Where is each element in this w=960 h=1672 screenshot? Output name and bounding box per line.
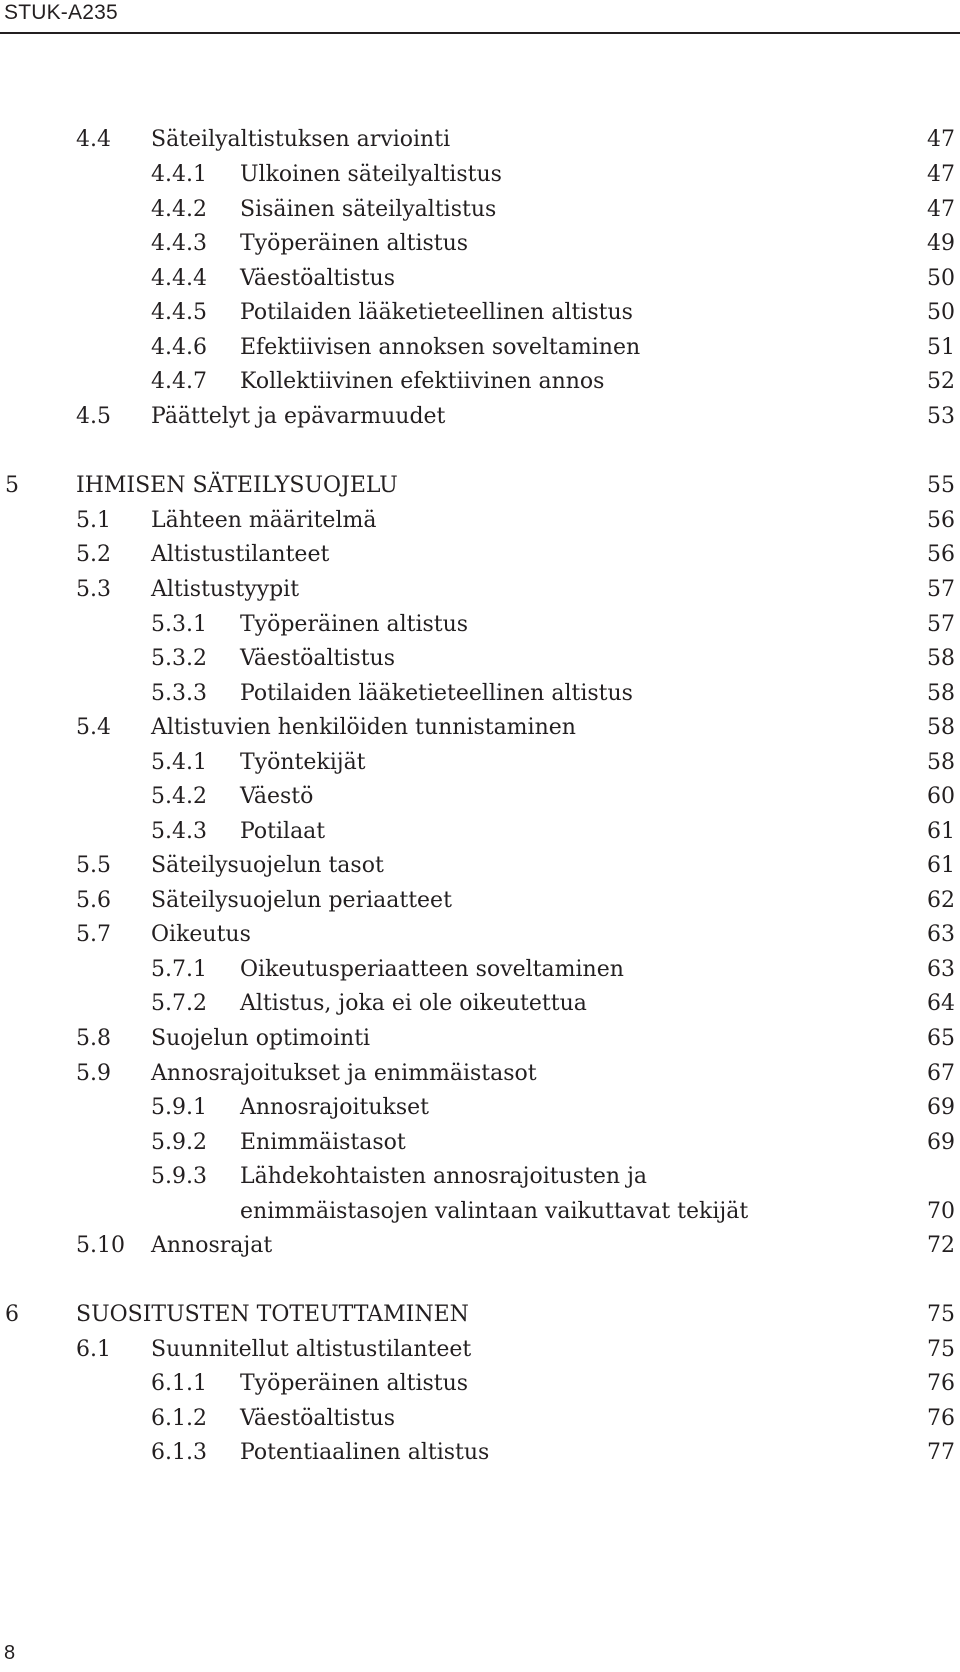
toc-entry[interactable] xyxy=(0,1300,960,1330)
toc-entry-title: Työperäinen altistus xyxy=(240,612,469,637)
report-id: STUK-A235 xyxy=(4,1,118,24)
toc-entry-number: 6.1.1 xyxy=(151,1371,207,1396)
toc-entry[interactable] xyxy=(0,989,960,1019)
toc-entry-title: Potilaiden lääketieteellinen altistus xyxy=(240,300,633,325)
toc-entry-title: Efektiivisen annoksen soveltaminen xyxy=(240,335,641,360)
toc-entry[interactable] xyxy=(0,851,960,881)
toc-entry-number: 6 xyxy=(5,1302,19,1327)
toc-entry[interactable] xyxy=(0,782,960,812)
toc-entry-number: 5.9 xyxy=(76,1061,111,1086)
toc-entry[interactable] xyxy=(0,1059,960,1089)
toc-entry-page: 75 xyxy=(927,1302,955,1327)
toc-entry-page: 55 xyxy=(927,473,955,498)
toc-entry-number: 5.9.1 xyxy=(151,1095,207,1120)
toc-entry-page: 51 xyxy=(927,335,955,360)
toc-entry-title: Potentiaalinen altistus xyxy=(240,1440,490,1465)
toc-entry-page: 63 xyxy=(927,957,955,982)
toc-entry-page: 63 xyxy=(927,922,955,947)
toc-entry-number: 5 xyxy=(5,473,19,498)
toc-entry-page: 69 xyxy=(927,1095,955,1120)
toc-entry-number: 5.7.1 xyxy=(151,957,207,982)
toc-entry-number: 5.10 xyxy=(76,1233,125,1258)
toc-entry-page: 76 xyxy=(927,1371,955,1396)
toc-entry[interactable] xyxy=(0,402,960,432)
toc-entry[interactable] xyxy=(0,264,960,294)
toc-entry-number: 5.3.2 xyxy=(151,646,207,671)
toc-entry-number: 4.5 xyxy=(76,404,111,429)
toc-entry-page: 62 xyxy=(927,888,955,913)
toc-entry-title: Säteilyaltistuksen arviointi xyxy=(151,127,451,152)
toc-entry-page: 77 xyxy=(927,1440,955,1465)
toc-entry[interactable] xyxy=(0,713,960,743)
toc-entry-number: 5.4.2 xyxy=(151,784,207,809)
toc-entry-title: Lähteen määritelmä xyxy=(151,508,377,533)
toc-entry-title: Kollektiivinen efektiivinen annos xyxy=(240,369,605,394)
toc-entry[interactable] xyxy=(0,1231,960,1261)
toc-entry-page: 69 xyxy=(927,1130,955,1155)
toc-entry-title: Oikeutus xyxy=(151,922,251,947)
page-number: 8 xyxy=(4,1642,16,1664)
toc-entry-page: 58 xyxy=(927,715,955,740)
toc-entry[interactable] xyxy=(0,679,960,709)
toc-entry-title: Väestöaltistus xyxy=(240,646,395,671)
toc-entry-page: 60 xyxy=(927,784,955,809)
toc-entry[interactable] xyxy=(0,1093,960,1123)
toc-entry[interactable] xyxy=(0,506,960,536)
toc-entry-title: Väestöaltistus xyxy=(240,266,395,291)
toc-entry-page: 58 xyxy=(927,750,955,775)
toc-entry[interactable] xyxy=(0,1438,960,1468)
toc-entry-number: 4.4.5 xyxy=(151,300,207,325)
toc-entry-number: 5.4.1 xyxy=(151,750,207,775)
toc-entry-title: Altistustilanteet xyxy=(151,542,330,567)
toc-entry-number: 5.8 xyxy=(76,1026,111,1051)
toc-entry-title: Lähdekohtaisten annosrajoitusten ja xyxy=(240,1164,648,1189)
toc-entry-title: Väestöaltistus xyxy=(240,1406,395,1431)
toc-entry-title: Suunnitellut altistustilanteet xyxy=(151,1337,472,1362)
toc-entry-title: IHMISEN SÄTEILYSUOJELU xyxy=(76,473,398,498)
toc-entry-page: 57 xyxy=(927,577,955,602)
toc-entry[interactable] xyxy=(0,1369,960,1399)
toc-entry-number: 5.3 xyxy=(76,577,111,602)
toc-entry-title: enimmäistasojen valintaan vaikuttavat tekijät xyxy=(240,1199,749,1224)
toc-entry[interactable] xyxy=(0,886,960,916)
toc-entry[interactable] xyxy=(0,471,960,501)
toc-entry[interactable] xyxy=(0,1162,960,1192)
toc-entry[interactable] xyxy=(0,298,960,328)
toc-entry[interactable] xyxy=(0,333,960,363)
toc-entry[interactable] xyxy=(0,367,960,397)
toc-entry-page: 52 xyxy=(927,369,955,394)
toc-entry-title: Säteilysuojelun tasot xyxy=(151,853,384,878)
toc-entry-title: Säteilysuojelun periaatteet xyxy=(151,888,452,913)
toc-entry[interactable] xyxy=(0,540,960,570)
toc-entry[interactable] xyxy=(0,920,960,950)
toc-entry-title: Potilaiden lääketieteellinen altistus xyxy=(240,681,633,706)
toc-entry[interactable] xyxy=(0,748,960,778)
toc-entry-title: Ulkoinen säteilyaltistus xyxy=(240,162,502,187)
toc-entry-page: 57 xyxy=(927,612,955,637)
toc-entry-title: Väestö xyxy=(240,784,314,809)
toc-entry-number: 4.4 xyxy=(76,127,111,152)
toc-entry[interactable] xyxy=(0,229,960,259)
toc-entry-number: 4.4.2 xyxy=(151,197,207,222)
toc-entry-title: Suojelun optimointi xyxy=(151,1026,371,1051)
toc-entry-number: 5.5 xyxy=(76,853,111,878)
toc-entry-page: 70 xyxy=(927,1199,955,1224)
toc-entry-number: 4.4.1 xyxy=(151,162,207,187)
toc-entry-number: 5.1 xyxy=(76,508,111,533)
toc-entry[interactable] xyxy=(0,1128,960,1158)
toc-entry-title: Työntekijät xyxy=(240,750,366,775)
toc-entry-page: 49 xyxy=(927,231,955,256)
toc-entry-number: 6.1.2 xyxy=(151,1406,207,1431)
toc-entry[interactable] xyxy=(0,955,960,985)
toc-entry[interactable] xyxy=(0,195,960,225)
toc-entry-page: 67 xyxy=(927,1061,955,1086)
toc-entry-page: 75 xyxy=(927,1337,955,1362)
toc-entry-title: Työperäinen altistus xyxy=(240,231,469,256)
toc-entry[interactable] xyxy=(0,610,960,640)
toc-entry[interactable] xyxy=(0,160,960,190)
toc-entry-title: Altistus, joka ei ole oikeutettua xyxy=(240,991,587,1016)
toc-entry-title: Altistuvien henkilöiden tunnistaminen xyxy=(151,715,576,740)
toc-entry-page: 53 xyxy=(927,404,955,429)
toc-entry-title: Annosrajoitukset ja enimmäistasot xyxy=(151,1061,537,1086)
toc-entry-page: 56 xyxy=(927,542,955,567)
toc-entry-page: 56 xyxy=(927,508,955,533)
toc-entry-number: 6.1 xyxy=(76,1337,111,1362)
toc-entry-title: Enimmäistasot xyxy=(240,1130,406,1155)
toc-entry-title: SUOSITUSTEN TOTEUTTAMINEN xyxy=(76,1302,469,1327)
toc-entry-page: 47 xyxy=(927,162,955,187)
toc-entry[interactable] xyxy=(0,644,960,674)
toc-entry-page: 64 xyxy=(927,991,955,1016)
toc-entry[interactable] xyxy=(0,1197,960,1227)
toc-entry-number: 6.1.3 xyxy=(151,1440,207,1465)
toc-entry-title: Työperäinen altistus xyxy=(240,1371,469,1396)
toc-entry[interactable] xyxy=(0,575,960,605)
toc-entry-number: 5.6 xyxy=(76,888,111,913)
toc-entry-title: Potilaat xyxy=(240,819,326,844)
toc-entry-number: 5.2 xyxy=(76,542,111,567)
toc-entry[interactable] xyxy=(0,1024,960,1054)
toc-entry[interactable] xyxy=(0,125,960,155)
toc-entry-number: 5.4.3 xyxy=(151,819,207,844)
toc-entry-number: 5.7 xyxy=(76,922,111,947)
toc-entry-title: Annosrajoitukset xyxy=(240,1095,429,1120)
toc-entry-number: 4.4.3 xyxy=(151,231,207,256)
toc-entry-page: 47 xyxy=(927,197,955,222)
toc-entry-number: 4.4.4 xyxy=(151,266,207,291)
toc-entry-number: 4.4.7 xyxy=(151,369,207,394)
toc-entry-title: Sisäinen säteilyaltistus xyxy=(240,197,497,222)
toc-entry-title: Annosrajat xyxy=(151,1233,273,1258)
toc-entry-page: 61 xyxy=(927,853,955,878)
toc-entry-number: 5.3.3 xyxy=(151,681,207,706)
toc-entry-title: Altistustyypit xyxy=(151,577,300,602)
toc-entry-page: 76 xyxy=(927,1406,955,1431)
toc-entry-title: Päättelyt ja epävarmuudet xyxy=(151,404,446,429)
toc-entry-page: 58 xyxy=(927,646,955,671)
toc-entry-page: 65 xyxy=(927,1026,955,1051)
toc-entry-page: 50 xyxy=(927,300,955,325)
toc-entry-page: 47 xyxy=(927,127,955,152)
toc-entry-number: 4.4.6 xyxy=(151,335,207,360)
toc-entry-page: 50 xyxy=(927,266,955,291)
toc-entry-number: 5.9.2 xyxy=(151,1130,207,1155)
toc-entry[interactable] xyxy=(0,1335,960,1365)
toc-entry-number: 5.4 xyxy=(76,715,111,740)
toc-entry[interactable] xyxy=(0,1404,960,1434)
toc-entry-page: 58 xyxy=(927,681,955,706)
toc-entry-title: Oikeutusperiaatteen soveltaminen xyxy=(240,957,624,982)
toc-entry-number: 5.9.3 xyxy=(151,1164,207,1189)
toc-entry-number: 5.7.2 xyxy=(151,991,207,1016)
toc-entry-number: 5.3.1 xyxy=(151,612,207,637)
toc-entry-page: 72 xyxy=(927,1233,955,1258)
toc-entry-page: 61 xyxy=(927,819,955,844)
toc-entry[interactable] xyxy=(0,817,960,847)
